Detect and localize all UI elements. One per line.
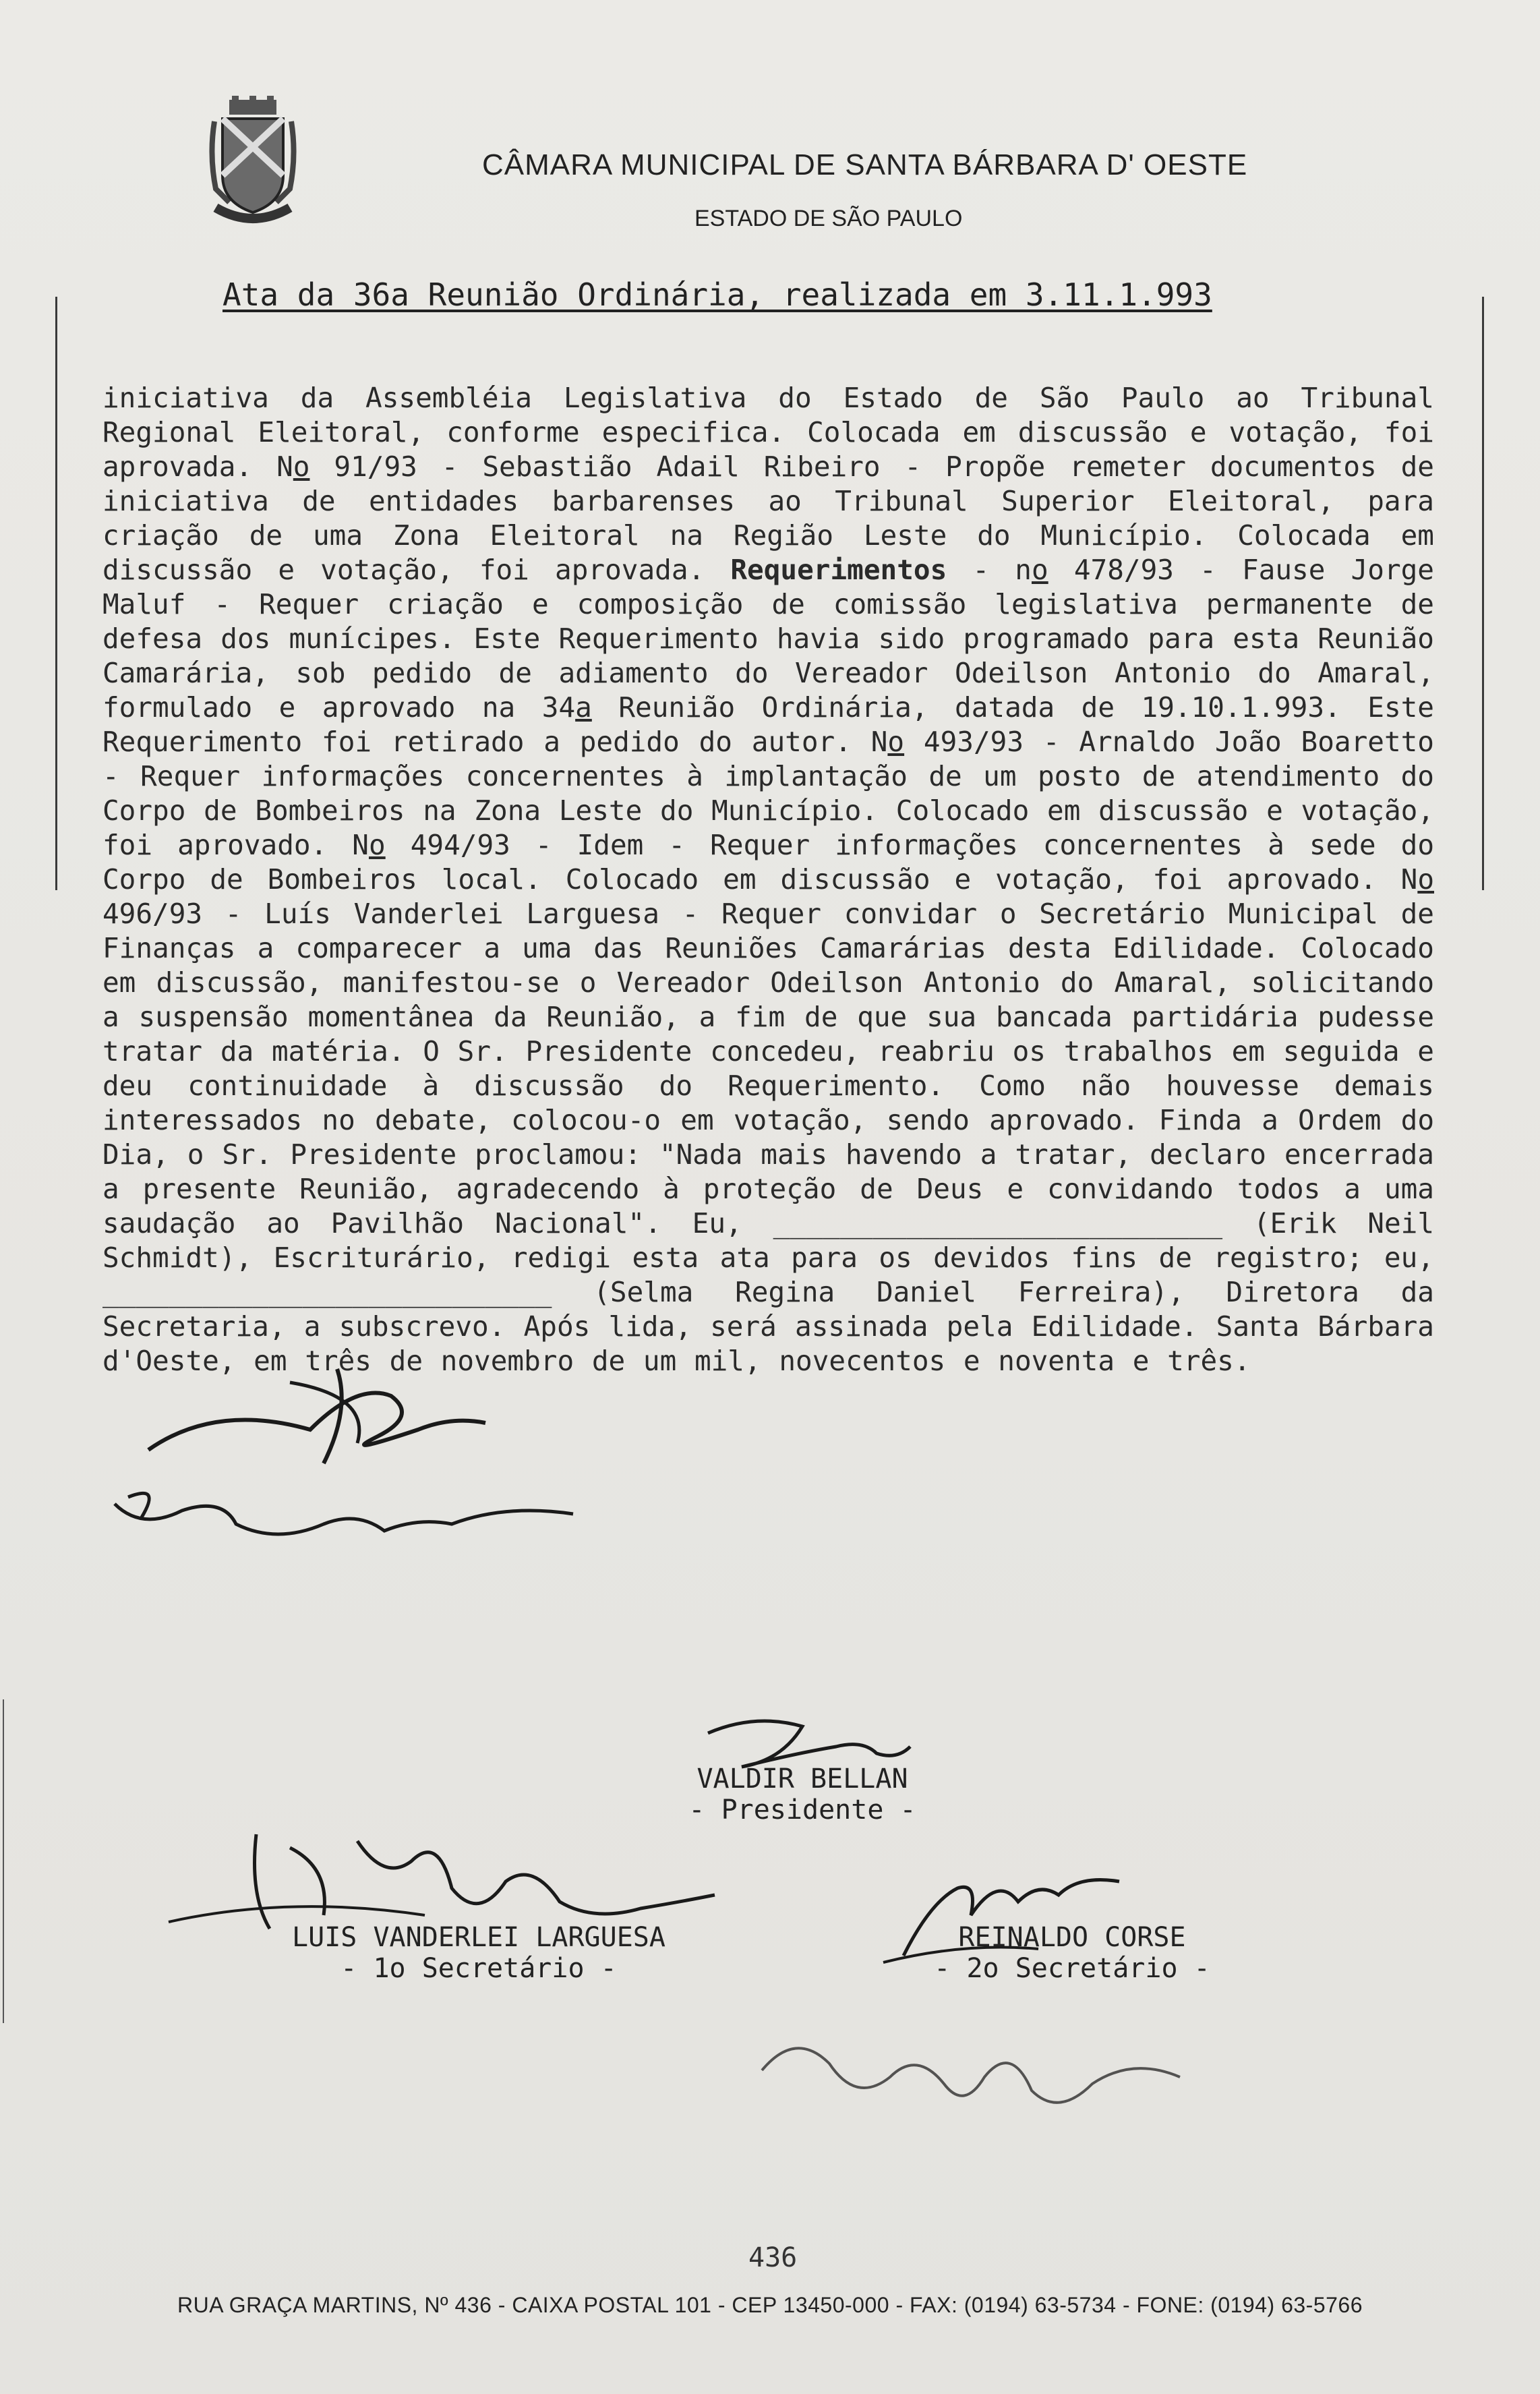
ordinal-marker: a bbox=[575, 691, 592, 724]
left-margin-rule bbox=[55, 297, 57, 890]
minutes-title: Ata da 36a Reunião Ordinária, realizada em 3.11.1.993 bbox=[223, 276, 1212, 313]
body-segment: Reunião Ordinária, datada de 19.10.1.993. Este Requerimento foi retirado a pedido do autor. N bbox=[102, 691, 1434, 758]
ordinal-marker: o bbox=[1032, 554, 1048, 586]
body-segment: 494/93 - Idem - Requer informações concernentes à sede do Corpo de Bombeiros local. Colocado em discussão e votação, foi aprovado. N bbox=[102, 829, 1434, 896]
ordinal-marker: o bbox=[1417, 863, 1434, 896]
second-secretary-role: - 2o Secretário - bbox=[934, 1953, 1210, 1984]
president-name: VALDIR BELLAN bbox=[697, 1763, 908, 1794]
first-secretary-signature-block bbox=[223, 1922, 735, 1984]
state-name: ESTADO DE SÃO PAULO bbox=[694, 206, 963, 231]
second-secretary-name: REINALDO CORSE bbox=[958, 1922, 1186, 1953]
left-edge-mark bbox=[3, 1699, 4, 2023]
first-secretary-role: - 1o Secretário - bbox=[340, 1953, 617, 1984]
section-heading-requerimentos: Requerimentos bbox=[730, 554, 947, 586]
second-secretary-signature-block bbox=[870, 1922, 1274, 1984]
body-segment: 493/93 - Arnaldo João Boaretto - Requer informações concernentes à implantação de um posto de atendimento do Corpo de Bombeiros na Zona Leste do Município. Colocado em discussão e votação, foi aprovado. N bbox=[102, 726, 1434, 861]
first-secretary-name: LUIS VANDERLEI LARGUESA bbox=[292, 1922, 665, 1953]
body-segment: 496/93 - Luís Vanderlei Larguesa - Requer convidar o Secretário Municipal de Finanças a comparecer a uma das Reuniões Camarárias desta Edilidade. Colocado em discussão, manifestou-se o Vereador Odeilson Antonio do Amaral, solicitando a suspensão momentânea da Reunião, a fim de que sua bancada partidária pudesse tratar da matéria. O Sr. Presidente concedeu, reabriu os trabalhos em seguida e deu continuidade à discussão do Requerimento. Como não houvesse demais interessados no debate, colocou-o em votação, sendo aprovado. Finda a Ordem do Dia, o Sr. Presidente proclamou: "Nada mais havendo a tratar, declaro encerrada a presente Reunião, agradecendo à proteção de Deus e convidando todos a uma saudação ao Pavilhão Nacional". Eu, ___________________________ (Erik Neil Schmidt), Escriturário, redigi esta ata para os devidos fins de registro; eu, ___________________________ (Selma Regina Daniel Ferreira), Diretora da Secretaria, a subscrevo. Após lida, será assinada pela Edilidade. Santa Bárbara d'Oeste, em três de novembro de um mil, novecentos e noventa e três. bbox=[102, 898, 1434, 1377]
body-segment: 478/93 - Fause Jorge Maluf - Requer criação e composição de comissão legislativa permanente de defesa dos munícipes. Este Requerimento havia sido programado para esta Reunião Camarária, sob pedido de adiamento do Vereador Odeilson Antonio do Amaral, formulado e aprovado na 34 bbox=[102, 554, 1434, 724]
minutes-body bbox=[102, 381, 1434, 1378]
president-signature-block bbox=[661, 1763, 944, 1826]
body-segment: 91/93 - Sebastião Adail Ribeiro - Propõe remeter documentos de iniciativa de entidades barbarenses ao Tribunal Superior Eleitoral, para criação de uma Zona Eleitoral na Região Leste do Município. Colocada em discussão e votação, foi aprovada. bbox=[102, 450, 1434, 586]
address-footer: RUA GRAÇA MARTINS, Nº 436 - CAIXA POSTAL 101 - CEP 13450-000 - FAX: (0194) 63-5734 - FONE: (0194) 63-5766 bbox=[177, 2293, 1363, 2317]
letterhead bbox=[0, 94, 1540, 250]
institution-name: CÂMARA MUNICIPAL DE SANTA BÁRBARA D' OESTE bbox=[482, 148, 1248, 181]
ordinal-marker: o bbox=[293, 450, 310, 483]
municipal-coat-of-arms-icon bbox=[202, 94, 303, 229]
right-margin-rule bbox=[1482, 297, 1484, 890]
ordinal-marker: o bbox=[887, 726, 905, 758]
body-segment: - n bbox=[947, 554, 1032, 586]
ordinal-marker: o bbox=[369, 829, 386, 861]
page-number: 436 bbox=[748, 2242, 798, 2273]
body-segment: iniciativa da Assembléia Legislativa do Estado de São Paulo ao Tribunal Regional Eleitoral, conforme especifica. Colocada em discussão e votação, foi aprovada. N bbox=[102, 382, 1434, 483]
president-role: - Presidente - bbox=[688, 1794, 916, 1826]
